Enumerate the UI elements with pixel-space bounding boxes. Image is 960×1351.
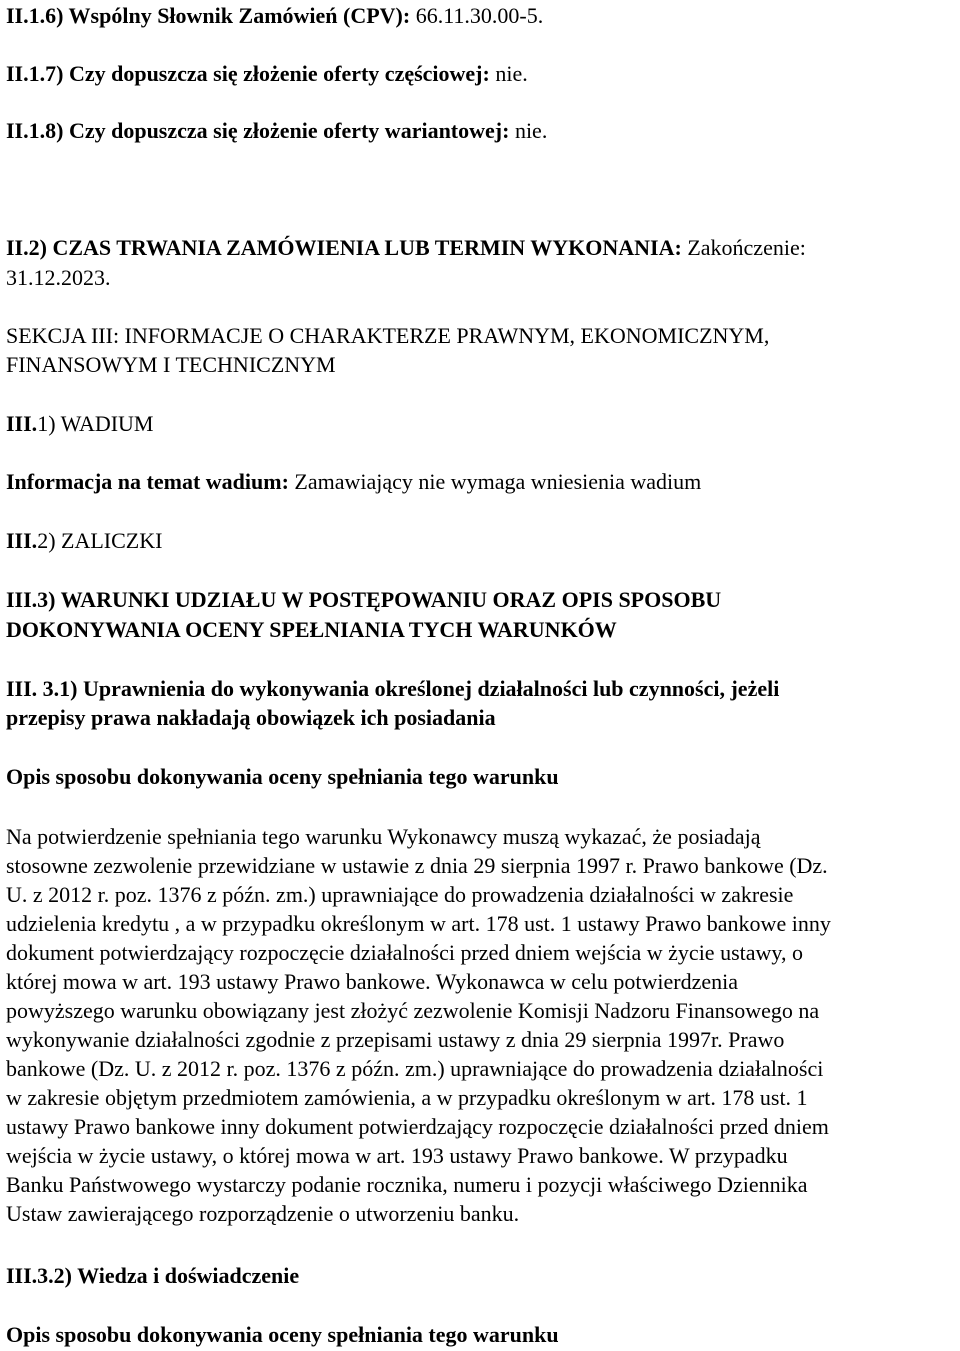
partial-offer-line bbox=[6, 60, 528, 88]
paragraph-line: wykonywanie działalności zgodnie z przepisami ustawy z dnia 29 sierpnia 1997r. Prawo bbox=[6, 1027, 785, 1052]
paragraph-line: bankowe (Dz. U. z 2012 r. poz. 1376 z późn. zm.) uprawniające do prowadzenia działalności bbox=[6, 1056, 824, 1081]
paragraph-line: Ustaw zawierającego rozporządzenie o utworzeniu banku. bbox=[6, 1201, 520, 1226]
uprawnienia-heading-line1: III. 3.1) Uprawnienia do wykonywania określonej działalności lub czynności, jeżeli bbox=[6, 676, 780, 701]
duration-date: 31.12.2023. bbox=[6, 265, 111, 290]
wiedza-heading: III.3.2) Wiedza i doświadczenie bbox=[6, 1263, 300, 1288]
duration-value: Zakończenie: bbox=[681, 235, 806, 260]
wadium-title: 1) WADIUM bbox=[37, 411, 154, 436]
wadium-heading bbox=[6, 410, 154, 438]
zaliczki-heading bbox=[6, 527, 162, 555]
variant-offer-line bbox=[6, 117, 547, 145]
uprawnienia-heading-line2: przepisy prawa nakładają obowiązek ich posiadania bbox=[6, 705, 496, 730]
paragraph-line: ustawy Prawo bankowe inny dokument potwierdzający rozpoczęcie działalności przed dniem bbox=[6, 1114, 829, 1139]
paragraph-line: dokument potwierdzający rozpoczęcie działalności przed dniem wejścia w życie ustawy, o bbox=[6, 940, 803, 965]
wadium-info-value: Zamawiający nie wymaga wniesienia wadium bbox=[288, 469, 702, 494]
section3-title-line2: FINANSOWYM I TECHNICZNYM bbox=[6, 352, 336, 377]
paragraph-line: udzielenia kredytu , a w przypadku określonym w art. 178 ust. 1 ustawy Prawo bankowe inny bbox=[6, 911, 831, 936]
section3-title-line1: SEKCJA III: INFORMACJE O CHARAKTERZE PRAWNYM, EKONOMICZNYM, bbox=[6, 323, 770, 348]
requirements-paragraph bbox=[6, 822, 954, 1228]
paragraph-line: Banku Państwowego wystarczy podanie rocznika, numeru i pozycji właściwego Dziennika bbox=[6, 1172, 808, 1197]
paragraph-line: wejścia w życie ustawy, o której mowa w art. 193 ustawy Prawo bankowe. W przypadku bbox=[6, 1143, 788, 1168]
cpv-label: II.1.6) Wspólny Słownik Zamówień (CPV): bbox=[6, 3, 411, 28]
wadium-info-line bbox=[6, 468, 701, 496]
partial-offer-value: nie. bbox=[489, 61, 528, 86]
duration-label: II.2) CZAS TRWANIA ZAMÓWIENIA LUB TERMIN WYKONANIA: bbox=[6, 235, 682, 260]
wadium-info-label: Informacja na temat wadium: bbox=[6, 469, 289, 494]
cpv-value: 66.11.30.00-5. bbox=[410, 3, 544, 28]
partial-offer-label: II.1.7) Czy dopuszcza się złożenie oferty częściowej: bbox=[6, 61, 490, 86]
wadium-prefix: III. bbox=[6, 411, 38, 436]
assessment-heading-2: Opis sposobu dokonywania oceny spełniania tego warunku bbox=[6, 1322, 559, 1347]
duration-line bbox=[6, 234, 806, 262]
assessment-heading-1: Opis sposobu dokonywania oceny spełniania tego warunku bbox=[6, 764, 559, 789]
paragraph-line: Na potwierdzenie spełniania tego warunku Wykonawcy muszą wykazać, że posiadają bbox=[6, 824, 761, 849]
warunki-heading-line1: III.3) WARUNKI UDZIAŁU W POSTĘPOWANIU ORAZ OPIS SPOSOBU bbox=[6, 587, 722, 612]
paragraph-line: stosowne zezwolenie przewidziane w ustawie z dnia 29 sierpnia 1997 r. Prawo bankowe (Dz. bbox=[6, 853, 828, 878]
variant-offer-value: nie. bbox=[509, 118, 548, 143]
paragraph-line: U. z 2012 r. poz. 1376 z późn. zm.) uprawniające do prowadzenia działalności w zakresie bbox=[6, 882, 794, 907]
warunki-heading-line2: DOKONYWANIA OCENY SPEŁNIANIA TYCH WARUNKÓW bbox=[6, 617, 617, 642]
paragraph-line: w zakresie objętym przedmiotem zamówienia, a w przypadku określonym w art. 178 ust. 1 bbox=[6, 1085, 808, 1110]
paragraph-line: której mowa w art. 193 ustawy Prawo bankowe. Wykonawca w celu potwierdzenia bbox=[6, 969, 738, 994]
zaliczki-title: 2) ZALICZKI bbox=[37, 528, 163, 553]
cpv-line bbox=[6, 2, 543, 30]
zaliczki-prefix: III. bbox=[6, 528, 38, 553]
variant-offer-label: II.1.8) Czy dopuszcza się złożenie oferty wariantowej: bbox=[6, 118, 510, 143]
paragraph-line: powyższego warunku obowiązany jest złożyć zezwolenie Komisji Nadzoru Finansowego na bbox=[6, 998, 820, 1023]
